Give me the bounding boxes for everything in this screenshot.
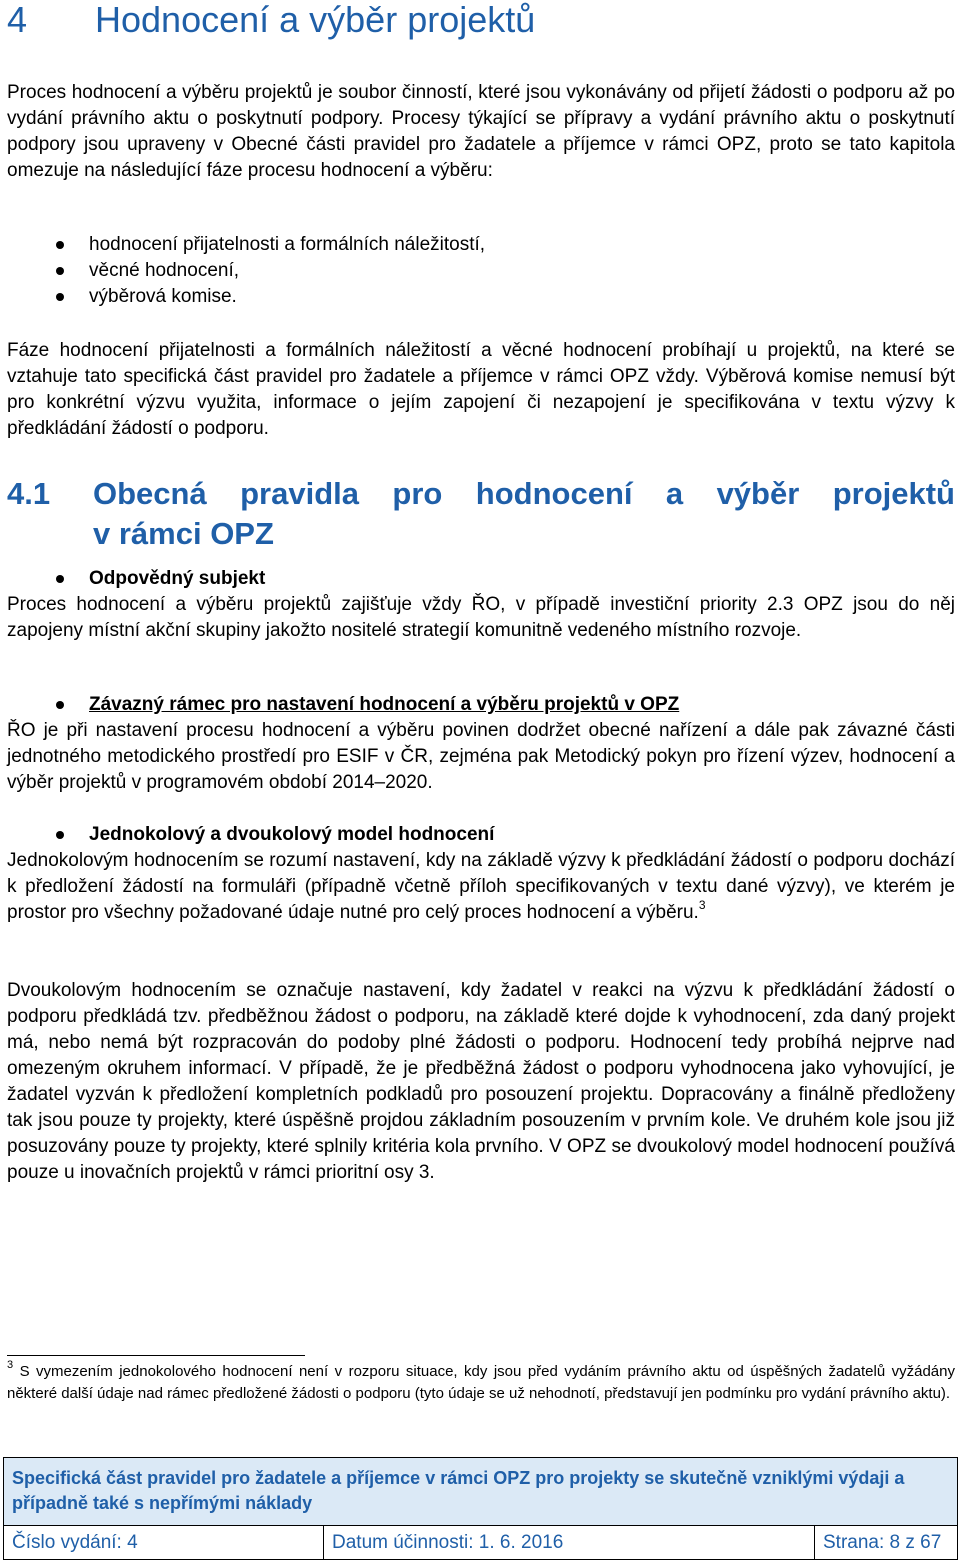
- subsection-models: [7, 822, 955, 848]
- issue-number: Číslo vydání: 4: [4, 1526, 324, 1559]
- list-item: výběrová komise.: [7, 284, 955, 310]
- chapter-heading: [7, 0, 952, 40]
- phases-paragraph: Fáze hodnocení přijatelnosti a formálních náležitostí a věcné hodnocení probíhají u projektů, na které se vztahuje tato specifická část pravidel pro žadatele a příjemce v rámci OPZ vždy. Výběrová komise nemusí být pro konkrétní výzvu využita, informace o jejím zapojení či nezapojení je specifikována v textu výzvy k předkládání žádostí o podporu.: [7, 340, 955, 439]
- subsection-label: Jednokolový a dvoukolový model hodnocení: [89, 824, 495, 845]
- section-title-line1: Obecná pravidla pro hodnocení a výběr projektů: [93, 476, 955, 511]
- bullet-icon: [56, 267, 64, 275]
- subsection-label: Odpovědný subjekt: [89, 568, 266, 589]
- list-item: hodnocení přijatelnosti a formálních náležitostí,: [7, 232, 955, 258]
- subsection-responsible: [7, 566, 955, 592]
- two-round-paragraph: Dvoukolovým hodnocením se označuje nastavení, kdy žadatel v reakci na výzvu k předkládání žádostí o podporu předkládá tzv. předběžnou žádost o podporu, na základě které dojde k vyhodnocení, zda daný projekt má, nebo nemá být rozpracován do podoby plné žádosti o podporu. Hodnocení tedy probíhá nejprve nad omezeným okruhem informací. V případě, že je předběžná žádost o podporu vyhodnocena jako vyhovující, je žadatel vyzván k předložení kompletních podkladů pro posouzení projektu. Dopracovány a finálně předloženy tak jsou pouze ty projekty, které úspěšně projdou základním posouzením v prvním kole. Ve druhém kole jsou již posuzovány pouze ty projekty, které splnily kritéria kola prvního. V OPZ se dvoukolový model hodnocení používá pouze u inovačních projektů v rámci prioritní osy 3.: [7, 980, 955, 1183]
- footnote: $^3$ S vymezením jednokolového hodnocení není v rozporu situace, kdy jsou před vydáním právního aktu od úspěšných žadatelů vyžádány některé další údaje nad rámec předložené žádosti o podporu (tyto údaje se už nehodnotí, představují jen podmínku pro vydání právního aktu).: [7, 1359, 955, 1402]
- footnote-divider: [7, 1355, 305, 1356]
- page-footer: [3, 1457, 958, 1560]
- footer-info-row: [4, 1526, 957, 1559]
- bullet-icon: [56, 701, 64, 709]
- effective-date: Datum účinnosti: 1. 6. 2016: [324, 1526, 815, 1559]
- subsection-label: Závazný rámec pro nastavení hodnocení a výběru projektů v OPZ: [89, 694, 680, 715]
- chapter-number: 4: [7, 0, 28, 40]
- section-title-line2: v rámci OPZ: [93, 516, 274, 551]
- footnote-number: 3: [7, 1359, 14, 1371]
- chapter-title: Hodnocení a výběr projektů: [95, 0, 536, 40]
- bullet-icon: [56, 293, 64, 301]
- list-item: věcné hodnocení,: [7, 258, 955, 284]
- intro-paragraph: Proces hodnocení a výběru projektů je soubor činností, které jsou vykonávány od přijetí žádosti o podporu až po vydání právního aktu o poskytnutí podpory. Procesy týkající se přípravy a vydání právního aktu o poskytnutí podpory jsou upraveny v Obecné části pravidel pro žadatele a příjemce v rámci OPZ, proto se tato kapitola omezuje na následující fáze procesu hodnocení a výběru:: [7, 82, 955, 181]
- footer-document-title: Specifická část pravidel pro žadatele a příjemce v rámci OPZ pro projekty se skutečně vzniklými výdaji a případně také s nepřímými náklady: [12, 1468, 905, 1513]
- single-round-paragraph: Jednokolovým hodnocením se rozumí nastavení, kdy na základě výzvy k předkládání žádostí o podporu dochází k předložení žádostí na formuláři (případně včetně příloh specifikovaných v textu dané výzvy), ve kterém je prostor pro všechny požadované údaje nutné pro celý proces hodnocení a výběru.$^3$: [7, 850, 955, 923]
- bullet-icon: [56, 575, 64, 583]
- footer-title-band: [4, 1458, 957, 1526]
- footnote-reference[interactable]: 3: [698, 897, 706, 912]
- responsible-paragraph: Proces hodnocení a výběru projektů zajišťuje vždy ŘO, v případě investiční priority 2.3 OPZ jsou do něj zapojeny místní akční skupiny jakožto nositelé strategií komunitně vedeného místního rozvoje.: [7, 594, 955, 641]
- page-number: Strana: 8 z 67: [823, 1532, 942, 1553]
- subsection-framework: [7, 692, 955, 718]
- section-number: 4.1: [7, 476, 51, 511]
- framework-paragraph: ŘO je při nastavení procesu hodnocení a výběru povinen dodržet obecné nařízení a dále pak závazné části jednotného metodického prostředí pro ESIF v ČR, zejména pak Metodický pokyn pro řízení výzev, hodnocení a výběr projektů v programovém období 2014–2020.: [7, 720, 955, 793]
- bullet-icon: [56, 831, 64, 839]
- phase-list: [7, 232, 955, 310]
- bullet-icon: [56, 241, 64, 249]
